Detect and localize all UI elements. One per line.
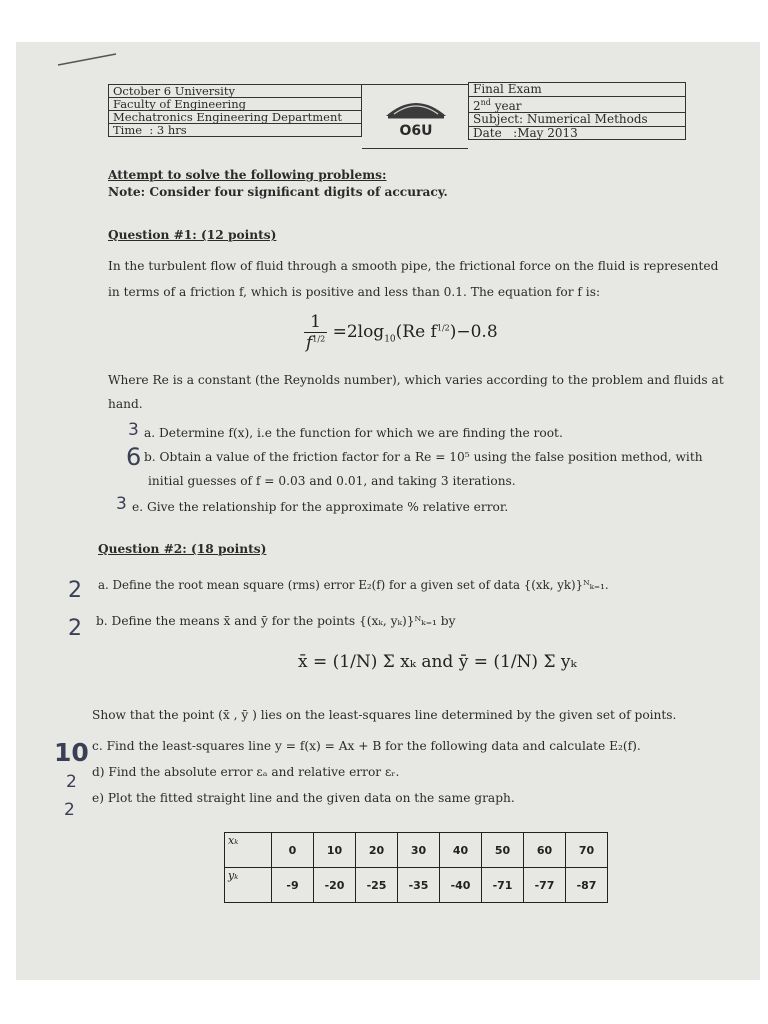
q2-part-d: d) Find the absolute error εₐ and relative error εᵣ. (92, 765, 400, 779)
q2-part-c: c. Find the least-squares line y = f(x) = Ax + B for the following data and calculate E₂(f). (92, 739, 641, 753)
table-cell: 30 (398, 833, 440, 868)
university-logo-icon (380, 88, 452, 140)
table-cell: -40 (440, 868, 482, 903)
table-cell: -77 (524, 868, 566, 903)
table-cell: 40 (440, 833, 482, 868)
table-cell: 20 (356, 833, 398, 868)
table-cell: -87 (566, 868, 608, 903)
handwritten-mark-q2d: 2 (66, 772, 77, 792)
table-row-label: yₖ (225, 868, 272, 903)
q1-part-b-line1: b. Obtain a value of the friction factor for a Re = 10⁵ using the false position method, with (144, 450, 703, 464)
q1-paragraph-line2: in terms of a friction f, which is positive and less than 0.1. The equation for f is: (108, 285, 601, 299)
handwritten-mark-q1a: 3 (128, 420, 139, 440)
q1-part-b-line2: initial guesses of f = 0.03 and 0.01, and taking 3 iterations. (148, 474, 516, 488)
handwritten-mark-q2a: 2 (68, 578, 82, 603)
handwritten-mark-q1b: 6 (126, 443, 142, 471)
university-name: October 6 University (109, 85, 362, 98)
q1-paragraph2-line2: hand. (108, 397, 143, 411)
q2-part-b: b. Define the means x̄ and ȳ for the points {(xₖ, yₖ)}ᴺₖ₌₁ by (96, 614, 456, 628)
exam-paper (16, 42, 760, 980)
table-cell: -35 (398, 868, 440, 903)
table-cell: -25 (356, 868, 398, 903)
q2-title: Question #2: (18 points) (98, 542, 267, 556)
exam-type: Final Exam (469, 83, 686, 97)
table-cell: -20 (314, 868, 356, 903)
table-cell: -71 (482, 868, 524, 903)
svg-text:O6U: O6U (399, 123, 433, 139)
faculty-name: Faculty of Engineering (109, 98, 362, 111)
table-row-label: xₖ (225, 833, 272, 868)
q2-part-a: a. Define the root mean square (rms) error E₂(f) for a given set of data {(xk, yk)}ᴺₖ₌₁. (98, 578, 609, 592)
q1-part-c: e. Give the relationship for the approximate % relative error. (132, 500, 509, 514)
q1-title: Question #1: (12 points) (108, 228, 277, 242)
q1-paragraph-line1: In the turbulent flow of fluid through a smooth pipe, the frictional force on the fluid is represented (108, 259, 719, 273)
table-cell: 70 (566, 833, 608, 868)
exam-date: Date :May 2013 (469, 126, 686, 140)
pen-stroke-mark (56, 50, 126, 70)
table-cell: 10 (314, 833, 356, 868)
eq-fraction: $\frac{1}{f^{1/2}}$ (306, 312, 326, 353)
q1-paragraph2-line1: Where Re is a constant (the Reynolds number), which varies according to the problem and fluids at (108, 373, 724, 387)
header-right-table (468, 82, 686, 140)
instruction-note: Note: Consider four significant digits of accuracy. (108, 185, 448, 199)
header-left-table (108, 84, 362, 137)
table-cell: 60 (524, 833, 566, 868)
table-cell: 50 (482, 833, 524, 868)
handwritten-mark-q2c: 10 (54, 738, 89, 767)
instruction-attempt: Attempt to solve the following problems: (108, 168, 387, 182)
exam-time: Time : 3 hrs (109, 124, 362, 137)
table-row-x (225, 833, 608, 868)
table-cell: -9 (272, 868, 314, 903)
table-cell: 0 (272, 833, 314, 868)
table-row-y (225, 868, 608, 903)
q2-means-equation: x̄ = (1/N) Σ xₖ and ȳ = (1/N) Σ yₖ (298, 652, 577, 672)
handwritten-mark-q2b: 2 (68, 616, 82, 641)
q1-part-a: a. Determine f(x), i.e the function for which we are finding the root. (144, 426, 563, 440)
q1-equation: $\frac{1}{f^{1/2}}$ $=2\log_{10}(Re$ $f^{1/2})-0.8$ (306, 312, 498, 353)
handwritten-mark-q1c: 3 (116, 494, 127, 514)
data-table (224, 832, 608, 903)
handwritten-mark-q2e: 2 (64, 800, 75, 820)
department-name: Mechatronics Engineering Department (109, 111, 362, 124)
q2-part-e: e) Plot the fitted straight line and the given data on the same graph. (92, 791, 515, 805)
q2-show-statement: Show that the point (x̄ , ȳ ) lies on the least-squares line determined by the given set of points. (92, 708, 677, 722)
exam-subject: Subject: Numerical Methods (469, 113, 686, 127)
exam-year: 2nd year (469, 96, 686, 113)
